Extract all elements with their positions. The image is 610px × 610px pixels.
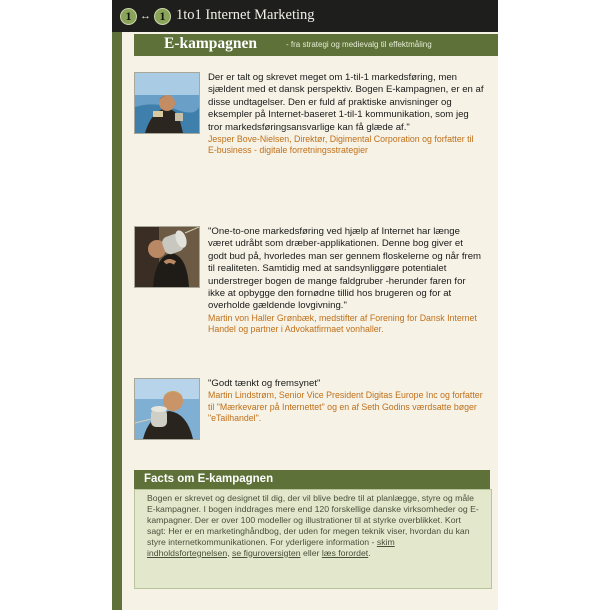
photo-man-tin-can-icon [135, 379, 199, 439]
photo-man-shore-icon [135, 73, 199, 133]
quote-3-attribution: Martin Lindstrøm, Senior Vice President Digitas Europe Inc og forfatter til "Mærkevarer på Internettet" og en af Seth Godins værdsatte bøger "eTailhandel". [208, 390, 483, 423]
quote-1 [208, 72, 484, 156]
quote-2-attribution: Martin von Haller Grønbæk, medstifter af Forening for Dansk Internet Handel og partner i Advokatfirmaet vonhaller. [208, 312, 477, 335]
quote-1-attribution: Jesper Bove-Nielsen, Direktør, Digimental Corporation og forfatter til E-business - digitale forretningsstrategier [208, 134, 474, 156]
quote-1-text: Der er talt og skrevet meget om 1-til-1 markedsføring, men sjældent med et dansk perspektiv. Bogen E-kampagnen, er en af disse undtagelser. Den er fuld af praktiske anvisninger og eksempler på Internet-baseret 1-til-1 kommunikation, som jeg tror markedsføringsansvarlige kan få glæde af." [208, 72, 484, 133]
logo-1to1 [120, 6, 171, 26]
double-arrow-icon: ↔ [140, 10, 151, 22]
logo-circle-right: 1 [154, 8, 171, 25]
quote-3 [208, 378, 484, 424]
photo-tin-can-phone-icon [135, 227, 199, 287]
facts-text: Bogen er skrevet og designet til dig, der vil blive bedre til at planlægge, styre og måle E-kampagner. I bogen inddrages mere end 120 forskellige danske virksomheder og E-kampagner. Der er over 100 modeller og illustrationer til at styrke overblikket. Kort sagt: Her er en marketinghåndbog, der uden for megen teknik viser, hvordan du kan styre internetkommunikationen. For yderligere information - [147, 493, 479, 547]
photo-tin-can-phone [134, 226, 200, 288]
book-cover [112, 0, 498, 610]
book-subtitle: - fra strategi og medievalg til effektmåling [286, 40, 432, 49]
link-table-of-contents[interactable]: skim indholdsfortegnelsen, [147, 536, 395, 558]
quote-2 [208, 226, 484, 335]
facts-heading: Facts om E-kampagnen [134, 470, 490, 489]
book-title: E-kampagnen [164, 35, 258, 52]
top-header-bar [112, 0, 498, 32]
logo-circle-left: 1 [120, 8, 137, 25]
facts-end: . [368, 547, 371, 558]
title-bar [134, 34, 498, 56]
photo-man-shore [134, 72, 200, 134]
quote-2-text: "One-to-one markedsføring ved hjælp af Internet har længe været udråbt som dræber-applikationen. Denne bog giver et godt bud på, hvorledes man ser gennem floskelerne og når frem til realiteten. Samtidig med at sandsynliggøre potentialet understreger bogen de mange faldgruber -herunder faren for ikke at opbygge den fornødne tillid hos brugeren og for at overholde gældende lovgivning." [208, 226, 482, 312]
facts-connector: eller [303, 547, 320, 558]
link-figure-list[interactable]: se figuroversigten [232, 547, 301, 558]
left-accent-strip [112, 32, 122, 610]
photo-man-tin-can [134, 378, 200, 440]
facts-body [134, 489, 492, 589]
quote-3-text: "Godt tænkt og fremsynet" [208, 378, 321, 389]
link-foreword[interactable]: læs forordet [321, 547, 369, 558]
brand-title: 1to1 Internet Marketing [176, 7, 315, 23]
